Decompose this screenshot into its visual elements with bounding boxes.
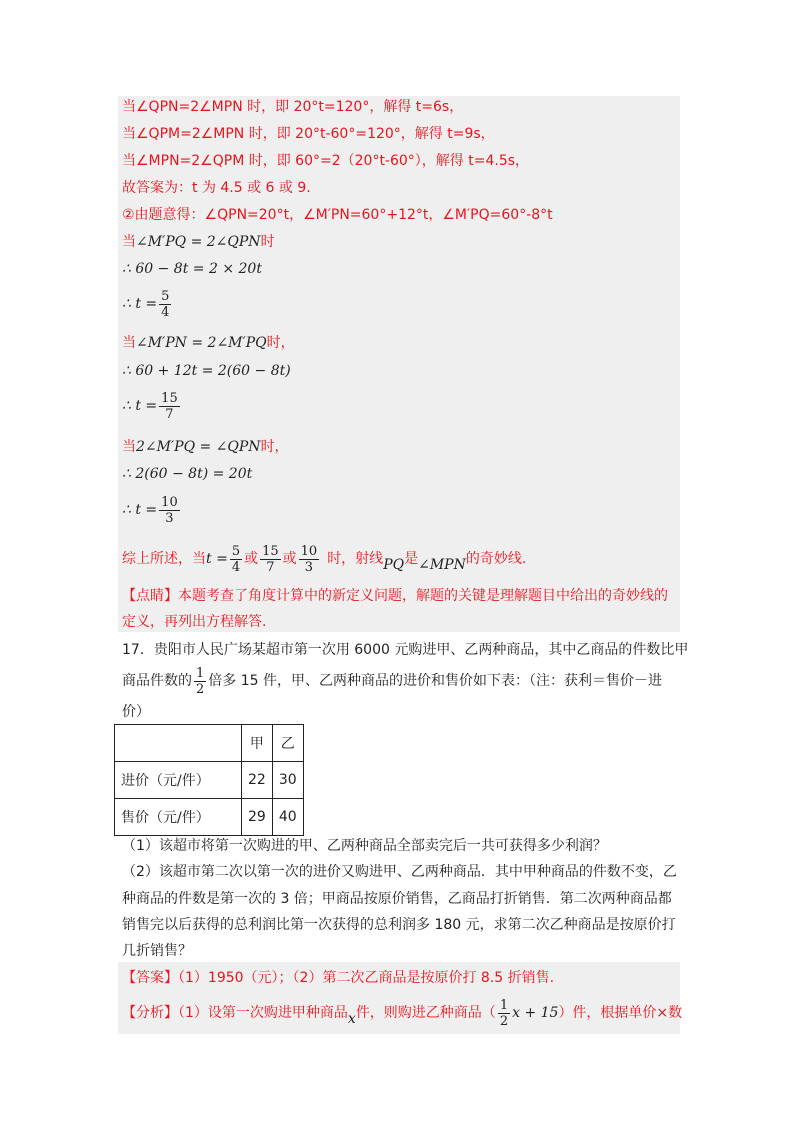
case2-when: 当 <box>122 335 136 351</box>
question-2-line-4: 几折销售？ <box>122 943 192 959</box>
summary-frac-1 <box>230 544 242 575</box>
problem-line-2-post: 倍多 15 件，甲、乙两种商品的进价和售价如下表：（注：获利＝售价－进 <box>208 673 662 689</box>
table-header-cell <box>115 725 242 762</box>
analysis-expr: x + 15 <box>512 1005 559 1021</box>
problem-line-1: 17．贵阳市人民广场某超市第一次用 6000 元购进甲、乙两种商品，其中乙商品的件数比甲 <box>122 642 689 658</box>
case1-fraction <box>159 289 171 320</box>
case1-t-prefix: ∴ t = <box>122 296 158 312</box>
analysis-var: x <box>347 1011 356 1027</box>
summary-frac-2-num: 15 <box>262 543 279 559</box>
summary-or-1: 或 <box>244 551 259 567</box>
case3-suffix: 时， <box>260 439 289 455</box>
case3-when: 当 <box>122 439 136 455</box>
table-cell: 进价（元/件） <box>115 762 242 799</box>
summary-mid: 时，射线 <box>327 551 384 567</box>
problem-line-2-fraction <box>194 666 206 697</box>
question-2-line-2: 种商品的件数是第一次的 3 倍；甲商品按原价销售，乙商品打折销售．第二次两种商品都 <box>122 891 672 907</box>
case1-frac-num: 5 <box>161 288 170 304</box>
table-header-row <box>115 725 304 762</box>
solution-line-3: 当∠MPN=2∠QPM 时，即 60°=2（20°t-60°），解得 t=4.5s， <box>122 153 530 169</box>
case2-equation: ∴ 60 + 12t = 2(60 − 8t) <box>122 363 291 379</box>
table-header-cell: 乙 <box>272 725 303 762</box>
summary-ray: PQ <box>383 557 405 573</box>
summary-or-2: 或 <box>282 551 297 567</box>
solution-line-2: 当∠QPM=2∠MPN 时，即 20°t-60°=120°，解得 t=9s， <box>122 126 495 142</box>
analysis-mid: 件，则购进乙种商品（ <box>355 1005 496 1021</box>
summary-frac-2 <box>260 544 281 575</box>
case2-t-prefix: ∴ t = <box>122 398 158 414</box>
analysis-line <box>122 996 682 1030</box>
question-2-line-1: （2）该超市第二次以第一次的进价又购进甲、乙两种商品．其中甲种商品的件数不变，乙 <box>122 864 677 880</box>
case2-frac-num: 15 <box>161 390 178 406</box>
summary-end: 的奇妙线. <box>465 551 527 567</box>
summary-angle: ∠MPN <box>418 557 466 573</box>
table-header-cell: 甲 <box>242 725 273 762</box>
case2-frac-den: 7 <box>165 406 174 422</box>
case3-equation: ∴ 2(60 − 8t) = 20t <box>122 466 253 482</box>
case3-frac-den: 3 <box>165 510 174 526</box>
question-2-line-3: 销售完以后获得的总利润比第一次获得的总利润多 180 元，求第二次乙种商品是按原价打 <box>122 917 676 933</box>
summary-is: 是 <box>404 551 419 567</box>
table-cell: 售价（元/件） <box>115 799 242 836</box>
case1-equation: ∴ 60 − 8t = 2 × 20t <box>122 261 262 277</box>
case2-expr: ∠M′PN = 2∠M′PQ <box>136 335 267 351</box>
case2-condition <box>122 333 295 353</box>
question-1: （1）该超市将第一次购进的甲、乙两种商品全部卖完后一共可获得多少利润？ <box>122 838 607 854</box>
case2-result <box>122 389 182 423</box>
table-cell: 29 <box>242 799 273 836</box>
summary-frac-1-num: 5 <box>231 543 241 559</box>
case1-frac-den: 4 <box>161 304 170 320</box>
table-row <box>115 799 304 836</box>
analysis-frac-den: 2 <box>499 1013 509 1029</box>
case3-expr: 2∠M′PQ = ∠QPN <box>136 439 261 455</box>
case1-condition <box>122 232 275 252</box>
answer-line: 【答案】（1）1950（元）；（2）第二次乙商品是按原价打 8.5 折销售. <box>122 970 555 986</box>
table-row <box>115 762 304 799</box>
comment-line-1: 【点睛】本题考查了角度计算中的新定义问题，解题的关键是理解题目中给出的奇妙线的 <box>122 588 668 604</box>
table-cell: 22 <box>242 762 273 799</box>
case1-expr: ∠M′PQ = 2∠QPN <box>136 234 261 250</box>
summary-frac-3-num: 10 <box>300 543 318 559</box>
case3-frac-num: 10 <box>161 494 178 510</box>
problem-line-2 <box>122 664 662 698</box>
table-cell: 30 <box>272 762 303 799</box>
solution-line-4: 故答案为：t 为 4.5 或 6 或 9. <box>122 180 311 196</box>
case3-t-prefix: ∴ t = <box>122 502 158 518</box>
comment-line-2: 定义，再列出方程解答. <box>122 614 267 630</box>
case2-fraction <box>159 391 180 422</box>
case1-when: 当 <box>122 234 136 250</box>
solution-line-1: 当∠QPN=2∠MPN 时，即 20°t=120°，解得 t=6s， <box>122 99 464 115</box>
table-cell: 40 <box>272 799 303 836</box>
summary-line <box>122 542 526 576</box>
case3-result <box>122 493 182 527</box>
summary-frac-3-den: 3 <box>304 559 314 575</box>
case1-suffix: 时 <box>260 234 275 250</box>
summary-prefix: 综上所述，当 <box>122 551 206 567</box>
analysis-post: ）件，根据单价×数 <box>558 1005 683 1021</box>
problem-line-2-pre: 商品件数的 <box>122 673 192 689</box>
analysis-pre: 【分析】（1）设第一次购进甲种商品 <box>122 1005 348 1021</box>
analysis-fraction <box>498 998 510 1029</box>
case1-result <box>122 287 173 321</box>
problem-line-3: 价） <box>122 704 150 720</box>
case2-suffix: 时， <box>266 335 295 351</box>
analysis-frac-num: 1 <box>499 997 509 1013</box>
case3-fraction <box>159 495 180 526</box>
summary-frac-3 <box>299 544 320 575</box>
summary-t: t = <box>206 551 228 567</box>
summary-frac-2-den: 7 <box>266 559 275 575</box>
problem-frac-den: 2 <box>196 681 205 697</box>
case3-condition <box>122 437 289 457</box>
problem-frac-num: 1 <box>196 665 205 681</box>
solution-line-5: ②由题意得：∠QPN=20°t，∠M′PN=60°+12°t，∠M′PQ=60°-8°t <box>122 207 553 223</box>
price-table <box>114 724 304 836</box>
summary-frac-1-den: 4 <box>231 559 241 575</box>
